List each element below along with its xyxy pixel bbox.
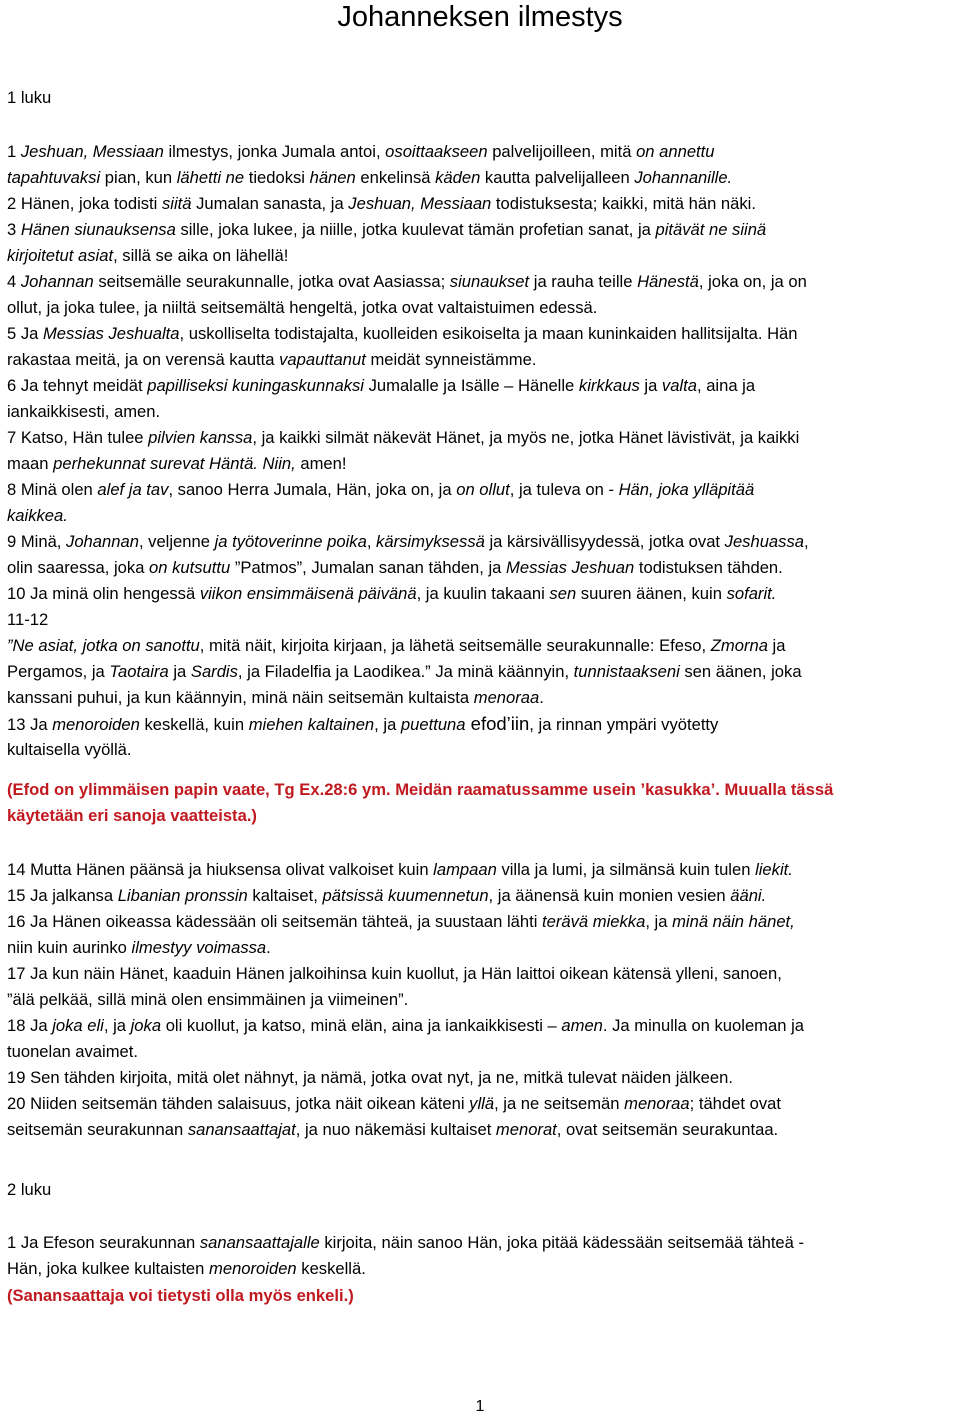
italic-text: kärsimyksessä: [376, 532, 485, 551]
text-run: palvelijoilleen, mitä: [487, 142, 637, 161]
italic-text: ja työtoverinne poika: [214, 532, 367, 551]
text-line: [7, 935, 955, 961]
italic-text: sanansaattajalle: [199, 1233, 320, 1252]
italic-text: Jeshuassa: [724, 532, 804, 551]
italic-text: osoittaakseen: [385, 142, 488, 161]
text-run: , ja Filadelfia ja Laodikea.” Ja minä käännyin,: [237, 662, 574, 681]
italic-text: ääni.: [730, 886, 767, 905]
text-run: iankaikkisesti, amen.: [7, 402, 161, 421]
text-run: keskellä.: [296, 1259, 366, 1278]
italic-text: kirjoitetut asiat: [7, 246, 114, 265]
text-line: [7, 961, 955, 987]
text-run: tiedoksi: [244, 168, 310, 187]
italic-text: Hän, joka ylläpitää: [618, 480, 755, 499]
text-run: todistuksen tähden.: [634, 558, 783, 577]
text-run: , sillä se aika on lähellä!: [113, 246, 289, 265]
text-run: ja: [767, 636, 786, 655]
italic-text: menoraa: [624, 1094, 690, 1113]
text-run: 14 Mutta Hänen päänsä ja hiuksensa olivat valkoiset kuin: [7, 860, 434, 879]
italic-text: Johannan: [66, 532, 139, 551]
text-run: , ja: [645, 912, 673, 931]
text-line: [7, 165, 955, 191]
text-run: pian, kun: [100, 168, 177, 187]
text-run: kautta palvelijalleen: [480, 168, 635, 187]
red-note-sanansaattaja: [7, 1283, 955, 1309]
text-line: [7, 987, 955, 1013]
italic-text: menoroiden: [209, 1259, 297, 1278]
text-run: , ja äänensä kuin monien vesien: [488, 886, 731, 905]
text-run: . Ja minulla on kuoleman ja: [602, 1016, 804, 1035]
italic-text: menoroiden: [52, 715, 140, 734]
italic-text: amen: [561, 1016, 603, 1035]
text-line: [7, 399, 955, 425]
text-line: [7, 909, 955, 935]
italic-text: tapahtuvaksi: [7, 168, 101, 187]
text-run: , sanoo Herra Jumala, Hän, joka on, ja: [168, 480, 457, 499]
italic-text: pitävät ne siinä: [655, 220, 767, 239]
text-run: 2 Hänen, joka todisti: [7, 194, 162, 213]
italic-text: joka eli: [52, 1016, 104, 1035]
text-run: 17 Ja kun näin Hänet, kaaduin Hänen jalkoihinsa kuin kuollut, ja Hän laittoi oikean kätensä ylleni, sanoen,: [7, 964, 782, 983]
text-line: [7, 269, 955, 295]
text-run: tuonelan avaimet.: [7, 1042, 138, 1061]
text-run: 5 Ja: [7, 324, 43, 343]
document-title: Johanneksen ilmestys: [337, 1, 623, 33]
text-run: niin kuin aurinko: [7, 938, 132, 957]
italic-text: on ollut: [456, 480, 510, 499]
text-run: , ja kuulin takaani: [416, 584, 550, 603]
red-note-line: käytetään eri sanoja vaatteista.): [7, 806, 257, 825]
text-run: seitsemälle seurakunnalle, jotka ovat Aasiassa;: [93, 272, 450, 291]
text-run: , mitä näit, kirjoita kirjaan, ja lähetä seitsemälle seurakunnalle: Efeso,: [199, 636, 711, 655]
text-run: 11-12: [7, 610, 49, 629]
text-run: sen äänen, joka: [679, 662, 802, 681]
text-line: [7, 685, 955, 711]
text-run: meidät synneistämme.: [365, 350, 537, 369]
italic-text: on annettu: [636, 142, 715, 161]
text-run: , ovat seitsemän seurakuntaa.: [556, 1120, 779, 1139]
text-run: ollut, ja joka tulee, ja niiltä seitsemältä hengeltä, jotka ovat valtaistuimen edessä.: [7, 298, 598, 317]
italic-text: miehen kaltainen: [248, 715, 375, 734]
text-run: ja: [168, 662, 191, 681]
text-run: ja: [639, 376, 662, 395]
italic-text: pilvien kanssa: [148, 428, 253, 447]
chapter-1-verses-1-13: [7, 139, 955, 763]
text-run: efod’iin: [465, 713, 530, 734]
italic-text: Jeshuan, Messiaan: [20, 142, 164, 161]
text-run: , ja tuleva on -: [509, 480, 619, 499]
text-run: 1: [7, 142, 21, 161]
text-line: [7, 529, 955, 555]
text-line: [7, 321, 955, 347]
italic-text: alef ja tav: [97, 480, 169, 499]
text-run: olin saaressa, joka: [7, 558, 150, 577]
text-line: [7, 1117, 955, 1143]
text-line: [7, 857, 955, 883]
italic-text: Sardis: [190, 662, 238, 681]
text-run: ,: [804, 532, 809, 551]
text-line: [7, 477, 955, 503]
text-run: 10 Ja minä olin hengessä: [7, 584, 200, 603]
text-run: ”älä pelkää, sillä minä olen ensimmäinen ja viimeinen”.: [7, 990, 409, 1009]
italic-text: ”Ne asiat, jotka on sanottu: [7, 636, 200, 655]
chapter-heading: 1 luku: [7, 88, 52, 107]
text-line: [7, 373, 955, 399]
text-run: .: [539, 688, 544, 707]
text-line: [7, 425, 955, 451]
text-run: 6 Ja tehnyt meidät: [7, 376, 148, 395]
text-run: sille, joka lukee, ja niille, jotka kuulevat tämän profetian sanat, ja: [175, 220, 656, 239]
italic-text: Johannanille.: [634, 168, 733, 187]
red-note-efod: [7, 777, 955, 829]
italic-text: puettuna: [400, 715, 466, 734]
text-line: [7, 295, 955, 321]
text-line: [7, 1065, 955, 1091]
text-run: 4: [7, 272, 21, 291]
italic-text: kaikkea.: [7, 506, 68, 525]
italic-text: on kutsuttu: [149, 558, 231, 577]
text-run: seitsemän seurakunnan: [7, 1120, 188, 1139]
italic-text: lampaan: [433, 860, 497, 879]
italic-text: Messias Jeshuan: [506, 558, 635, 577]
chapter-1-verses-14-20: [7, 857, 955, 1143]
text-line: [7, 503, 955, 529]
text-run: , ja: [103, 1016, 131, 1035]
italic-text: käden: [435, 168, 481, 187]
text-line: [7, 1230, 955, 1256]
italic-text: minä näin hänet,: [672, 912, 795, 931]
text-line: [7, 243, 955, 269]
italic-text: menoraa: [473, 688, 540, 707]
text-run: villa ja lumi, ja silmänsä kuin tulen: [496, 860, 756, 879]
italic-text: Johannan: [20, 272, 94, 291]
text-run: , uskolliselta todistajalta, kuolleiden esikoiselta ja maan kuninkaiden hallitsijalta. Hän: [179, 324, 798, 343]
text-run: 18 Ja: [7, 1016, 53, 1035]
text-run: 16 Ja Hänen oikeassa kädessään oli seitsemän tähteä, ja suustaan lähti: [7, 912, 543, 931]
text-run: kaltaiset,: [247, 886, 323, 905]
text-run: ilmestys, jonka Jumala antoi,: [163, 142, 386, 161]
text-line: [7, 139, 955, 165]
text-run: kirjoita, näin sanoo Hän, joka pitää kädessään seitsemää tähteä -: [319, 1233, 805, 1252]
text-run: ”Patmos”, Jumalan sanan tähden, ja: [230, 558, 507, 577]
text-run: suuren äänen, kuin: [576, 584, 727, 603]
italic-text: perhekunnat surevat Häntä. Niin,: [53, 454, 296, 473]
red-note-line: (Efod on ylimmäisen papin vaate, Tg Ex.28:6 ym. Meidän raamatussamme usein ’kasukka’. Muualla tässä: [7, 780, 834, 799]
italic-text: lähetti ne: [176, 168, 245, 187]
text-line: [7, 659, 955, 685]
italic-text: Hänen siunauksensa: [20, 220, 176, 239]
italic-text: siitä: [161, 194, 192, 213]
text-run: oli kuollut, ja katso, minä elän, aina ja iankaikkisesti –: [161, 1016, 562, 1035]
italic-text: sofarit.: [726, 584, 777, 603]
text-run: ,: [366, 532, 377, 551]
text-line: [7, 1091, 955, 1117]
italic-text: siunaukset: [449, 272, 530, 291]
text-line: [7, 1256, 955, 1282]
text-line: [7, 1013, 955, 1039]
text-line: [7, 555, 955, 581]
italic-text: papilliseksi kuningaskunnaksi: [147, 376, 364, 395]
chapter-2-verse-1: [7, 1230, 955, 1282]
italic-text: Zmorna: [710, 636, 768, 655]
page-number: 1: [475, 1398, 485, 1415]
text-line: [7, 737, 955, 763]
text-run: 3: [7, 220, 21, 239]
text-run: , ja kaikki silmät näkevät Hänet, ja myös ne, jotka Hänet lävistivät, ja kaikki: [252, 428, 800, 447]
text-run: .: [266, 938, 271, 957]
italic-text: Libanian pronssin: [117, 886, 248, 905]
text-run: 9 Minä,: [7, 532, 67, 551]
text-run: ; tähdet ovat: [689, 1094, 781, 1113]
text-run: , ja: [374, 715, 401, 734]
text-run: 1 Ja Efeson seurakunnan: [7, 1233, 200, 1252]
text-run: 8 Minä olen: [7, 480, 98, 499]
text-run: 20 Niiden seitsemän tähden salaisuus, jotka näit oikean käteni: [7, 1094, 470, 1113]
italic-text: Jeshuan, Messiaan: [348, 194, 492, 213]
text-line: [7, 217, 955, 243]
text-line: [7, 191, 955, 217]
text-run: Hän, joka kulkee kultaisten: [7, 1259, 210, 1278]
text-run: todistuksesta; kaikki, mitä hän näki.: [491, 194, 756, 213]
italic-text: kirkkaus: [578, 376, 640, 395]
italic-text: tunnistaakseni: [573, 662, 680, 681]
text-run: , ja rinnan ympäri vyötetty: [529, 715, 719, 734]
italic-text: yllä: [469, 1094, 495, 1113]
text-run: 13 Ja: [7, 715, 53, 734]
red-note-line: (Sanansaattaja voi tietysti olla myös enkeli.): [7, 1286, 354, 1305]
text-run: , ja nuo näkemäsi kultaiset: [295, 1120, 496, 1139]
text-run: keskellä, kuin: [139, 715, 249, 734]
italic-text: joka: [130, 1016, 162, 1035]
text-run: 7 Katso, Hän tulee: [7, 428, 149, 447]
text-line: [7, 633, 955, 659]
italic-text: valta: [661, 376, 697, 395]
text-line: [7, 607, 955, 633]
italic-text: sen: [549, 584, 577, 603]
text-run: Jumalan sanasta, ja: [191, 194, 349, 213]
italic-text: Taotaira: [109, 662, 169, 681]
text-line: [7, 581, 955, 607]
text-run: maan: [7, 454, 54, 473]
italic-text: pätsissä kuumennetun: [322, 886, 489, 905]
text-run: Pergamos, ja: [7, 662, 110, 681]
italic-text: menorat: [495, 1120, 557, 1139]
text-run: rakastaa meitä, ja on verensä kautta: [7, 350, 280, 369]
text-run: 15 Ja jalkansa: [7, 886, 118, 905]
italic-text: ilmestyy voimassa: [131, 938, 267, 957]
text-line: [7, 1039, 955, 1065]
text-line: [7, 883, 955, 909]
text-run: , ja ne seitsemän: [494, 1094, 625, 1113]
italic-text: viikon ensimmäisenä päivänä: [199, 584, 417, 603]
text-line: [7, 347, 955, 373]
text-run: ja kärsivällisyydessä, jotka ovat: [484, 532, 725, 551]
italic-text: Messias Jeshualta: [42, 324, 180, 343]
text-run: , joka on, ja on: [698, 272, 807, 291]
text-line: [7, 711, 955, 737]
text-run: Jumalalle ja Isälle – Hänelle: [363, 376, 579, 395]
text-run: , veljenne: [138, 532, 215, 551]
text-run: amen!: [295, 454, 347, 473]
text-run: kultaisella vyöllä.: [7, 740, 132, 759]
text-line: [7, 451, 955, 477]
text-run: kanssani puhui, ja kun käännyin, minä näin seitsemän kultaista: [7, 688, 474, 707]
italic-text: terävä miekka: [542, 912, 646, 931]
italic-text: sanansaattajat: [187, 1120, 296, 1139]
text-run: enkelinsä: [355, 168, 436, 187]
italic-text: Hänestä: [637, 272, 699, 291]
chapter-heading: 2 luku: [7, 1180, 52, 1199]
italic-text: liekit.: [755, 860, 793, 879]
text-run: , aina ja: [696, 376, 756, 395]
italic-text: vapauttanut: [279, 350, 366, 369]
text-run: 19 Sen tähden kirjoita, mitä olet nähnyt, ja nämä, jotka ovat nyt, ja ne, mitkä tulevat näiden jälkeen.: [7, 1068, 733, 1087]
italic-text: hänen: [309, 168, 356, 187]
text-run: ja rauha teille: [529, 272, 638, 291]
